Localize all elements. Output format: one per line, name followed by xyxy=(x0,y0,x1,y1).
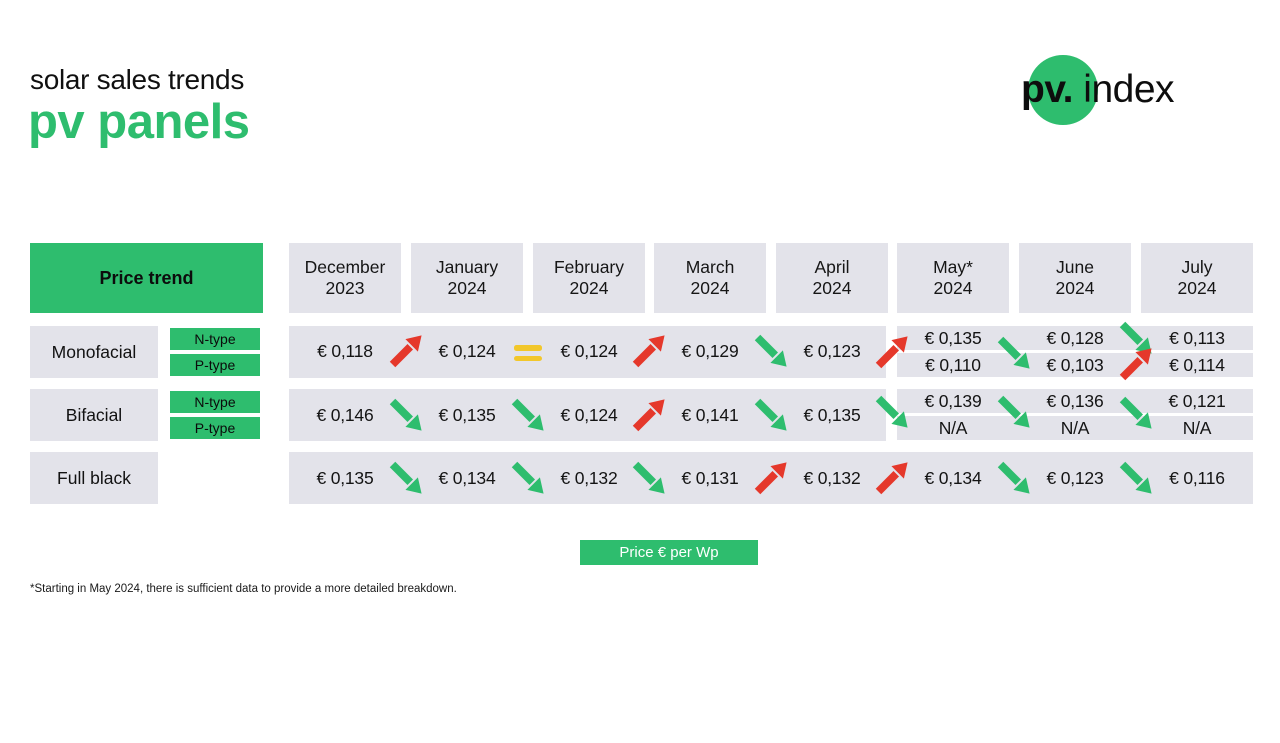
pv-index-logo xyxy=(1021,52,1174,128)
price-cell: € 0,139 xyxy=(924,391,982,411)
price-cell: € 0,124 xyxy=(560,341,618,361)
price-cell: € 0,129 xyxy=(681,341,739,361)
trend-down-icon xyxy=(511,461,545,495)
trend-down-icon xyxy=(997,461,1031,495)
price-cell: € 0,146 xyxy=(316,405,374,425)
month-header-february xyxy=(533,243,645,313)
trend-down-icon xyxy=(1119,396,1153,430)
logo-pv: pv. xyxy=(1021,68,1073,111)
price-cell: € 0,118 xyxy=(317,341,373,361)
price-cell: € 0,123 xyxy=(803,341,861,361)
chip-bifacial-ntype: N-type xyxy=(170,391,260,413)
trend-up-icon xyxy=(875,461,909,495)
chip-monofacial-ntype: N-type xyxy=(170,328,260,350)
trend-down-icon xyxy=(632,461,666,495)
price-cell: € 0,123 xyxy=(1046,468,1104,488)
trend-down-icon xyxy=(1119,461,1153,495)
price-cell: € 0,132 xyxy=(560,468,618,488)
month-name: June xyxy=(1056,257,1094,277)
price-cell: € 0,110 xyxy=(925,355,981,375)
month-name: February xyxy=(553,257,625,277)
price-cell: € 0,103 xyxy=(1046,355,1104,375)
month-header-july xyxy=(1141,243,1253,313)
price-cell: € 0,132 xyxy=(803,468,861,488)
month-name: April xyxy=(814,257,850,277)
page-subtitle: solar sales trends xyxy=(30,64,245,95)
price-cell: € 0,135 xyxy=(924,328,982,348)
month-name: January xyxy=(435,257,499,277)
month-header-april xyxy=(776,243,888,313)
month-year: 2024 xyxy=(812,278,852,298)
trend-up-icon xyxy=(632,334,666,368)
footnote: *Starting in May 2024, there is sufficient data to provide a more detailed breakdown. xyxy=(30,583,457,595)
price-cell: € 0,134 xyxy=(438,468,496,488)
price-cell: € 0,116 xyxy=(1169,468,1225,488)
price-cell: € 0,131 xyxy=(681,468,739,488)
month-name: July xyxy=(1181,257,1213,277)
chip-bifacial-ptype: P-type xyxy=(170,417,260,439)
price-cell: € 0,135 xyxy=(316,468,374,488)
trend-down-icon xyxy=(511,398,545,432)
trend-down-icon xyxy=(875,395,909,429)
month-year: 2024 xyxy=(569,278,609,298)
trend-up-icon xyxy=(632,398,666,432)
price-cell: € 0,136 xyxy=(1046,391,1104,411)
row-label-bifacial: Bifacial xyxy=(30,389,158,441)
trend-down-icon xyxy=(997,336,1031,370)
price-cell: € 0,128 xyxy=(1046,328,1104,348)
price-cell: N/A xyxy=(1060,418,1090,438)
price-cell: € 0,141 xyxy=(681,405,739,425)
month-header-june xyxy=(1019,243,1131,313)
logo-index: index xyxy=(1072,68,1175,111)
trend-equal-icon xyxy=(511,341,545,365)
month-year: 2024 xyxy=(447,278,487,298)
price-cell: € 0,135 xyxy=(438,405,496,425)
legend-price-unit: Price € per Wp xyxy=(580,540,758,565)
month-name: May* xyxy=(933,257,973,277)
month-year: 2024 xyxy=(933,278,973,298)
month-header-march xyxy=(654,243,766,313)
price-cell: N/A xyxy=(1182,418,1212,438)
month-year: 2024 xyxy=(1177,278,1217,298)
month-name: March xyxy=(685,257,735,277)
month-header-december xyxy=(289,243,401,313)
trend-up-icon xyxy=(389,334,423,368)
price-cell: € 0,121 xyxy=(1168,391,1226,411)
month-name: December xyxy=(304,257,386,277)
price-cell: € 0,124 xyxy=(438,341,496,361)
trend-down-icon xyxy=(997,395,1031,429)
chip-monofacial-ptype: P-type xyxy=(170,354,260,376)
trend-down-icon xyxy=(389,461,423,495)
trend-up-icon xyxy=(754,461,788,495)
price-cell: € 0,113 xyxy=(1169,328,1225,348)
price-cell: € 0,135 xyxy=(803,405,861,425)
trend-down-icon xyxy=(389,398,423,432)
row-label-monofacial: Monofacial xyxy=(30,326,158,378)
logo-text xyxy=(1021,68,1174,112)
trend-down-icon xyxy=(754,334,788,368)
price-cell: € 0,134 xyxy=(924,468,982,488)
month-year: 2023 xyxy=(325,278,365,298)
month-year: 2024 xyxy=(690,278,730,298)
month-header-january xyxy=(411,243,523,313)
price-cell: N/A xyxy=(938,418,968,438)
page-title: pv panels xyxy=(28,95,250,149)
trend-up-icon xyxy=(1119,347,1153,381)
month-header-may xyxy=(897,243,1009,313)
price-cell: € 0,114 xyxy=(1169,355,1225,375)
trend-down-icon xyxy=(754,398,788,432)
price-cell: € 0,124 xyxy=(560,405,618,425)
trend-up-icon xyxy=(875,335,909,369)
month-year: 2024 xyxy=(1055,278,1095,298)
price-trend-header: Price trend xyxy=(30,243,263,313)
row-label-fullblack: Full black xyxy=(30,452,158,504)
